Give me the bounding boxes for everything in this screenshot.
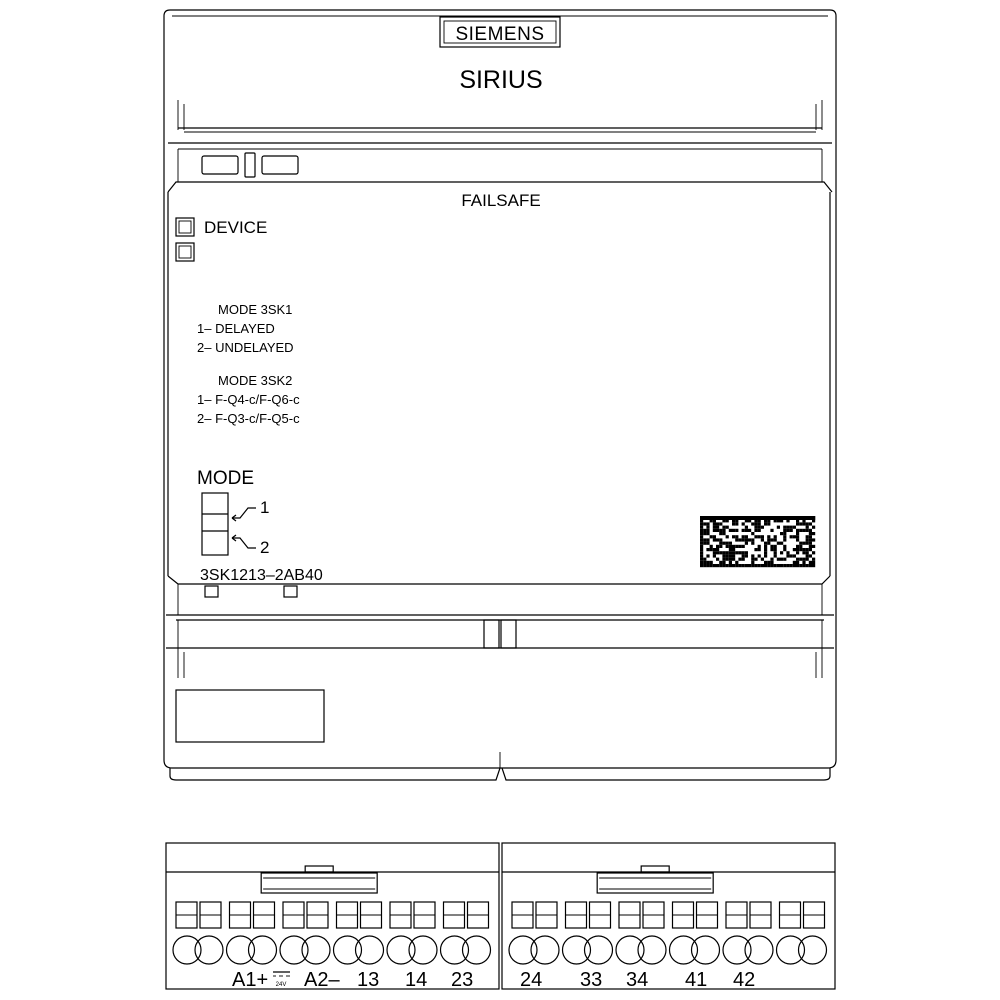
wire-entry[interactable]: [799, 936, 827, 964]
function-label: FAILSAFE: [461, 191, 541, 210]
terminal-blocks: [166, 843, 835, 989]
mode-3sk1-heading: MODE 3SK1: [218, 302, 293, 317]
wire-entry[interactable]: [463, 936, 491, 964]
label-field: [176, 690, 324, 742]
wire-entry[interactable]: [585, 936, 613, 964]
wire-entry[interactable]: [692, 936, 720, 964]
product-line: SIRIUS: [459, 66, 543, 94]
mode-3sk2-heading: MODE 3SK2: [218, 373, 293, 388]
mode-switch-label: MODE: [197, 468, 254, 489]
article-number: 3SK1213–2AB40: [200, 567, 323, 584]
mode-3sk1-line1: 1– DELAYED: [197, 321, 275, 336]
brand-plate: [440, 17, 560, 47]
wire-entry[interactable]: [441, 936, 469, 964]
supply-symbol: [273, 972, 290, 988]
wire-entry[interactable]: [531, 936, 559, 964]
terminal-label-a1: A1+: [232, 969, 269, 991]
wire-entry[interactable]: [723, 936, 751, 964]
mode-switch-pos2: 2: [260, 538, 270, 557]
terminal-label-33: 33: [580, 969, 603, 991]
terminal-label-23: 23: [451, 969, 474, 991]
led-device: [176, 218, 194, 236]
terminal-label-24: 24: [520, 969, 543, 991]
terminal-label-14: 14: [405, 969, 428, 991]
wire-entry[interactable]: [409, 936, 437, 964]
terminal-label-a2: A2–: [304, 969, 340, 991]
wire-entry[interactable]: [227, 936, 255, 964]
mode-switch-pos1: 1: [260, 498, 270, 517]
mode-switch[interactable]: [202, 493, 228, 555]
front-panel: [168, 192, 830, 584]
terminal-block-left: [166, 843, 499, 989]
wire-entry[interactable]: [387, 936, 415, 964]
terminal-label-34: 34: [626, 969, 649, 991]
wire-entry[interactable]: [249, 936, 277, 964]
wire-entry[interactable]: [638, 936, 666, 964]
wire-entry[interactable]: [563, 936, 591, 964]
mode-3sk2-line2: 2– F-Q3-c/F-Q5-c: [197, 411, 300, 426]
lower-section: [166, 584, 834, 678]
led-device-label: DEVICE: [204, 218, 268, 237]
mode-3sk1-line2: 2– UNDELAYED: [197, 340, 294, 355]
brand-logo: SIEMENS: [455, 24, 545, 45]
mode-3sk2-line1: 1– F-Q4-c/F-Q6-c: [197, 392, 300, 407]
wire-entry[interactable]: [195, 936, 223, 964]
mode-switch-arrow-1: [232, 508, 256, 521]
terminal-block-right: [502, 843, 835, 989]
mode-switch-arrow-2: [232, 535, 256, 548]
wire-entry[interactable]: [509, 936, 537, 964]
wire-entry[interactable]: [302, 936, 330, 964]
cover-strip: [168, 143, 832, 192]
wire-entry[interactable]: [356, 936, 384, 964]
wire-entry[interactable]: [777, 936, 805, 964]
datamatrix-code: [700, 516, 815, 567]
wire-entry[interactable]: [745, 936, 773, 964]
terminal-label-13: 13: [357, 969, 380, 991]
wire-entry[interactable]: [670, 936, 698, 964]
terminal-label-42: 42: [733, 969, 756, 991]
terminal-label-41: 41: [685, 969, 708, 991]
wire-entry[interactable]: [616, 936, 644, 964]
led-secondary: [176, 243, 194, 261]
supply-note: 24V: [275, 982, 287, 988]
wire-entry[interactable]: [280, 936, 308, 964]
wire-entry[interactable]: [334, 936, 362, 964]
wire-entry[interactable]: [173, 936, 201, 964]
